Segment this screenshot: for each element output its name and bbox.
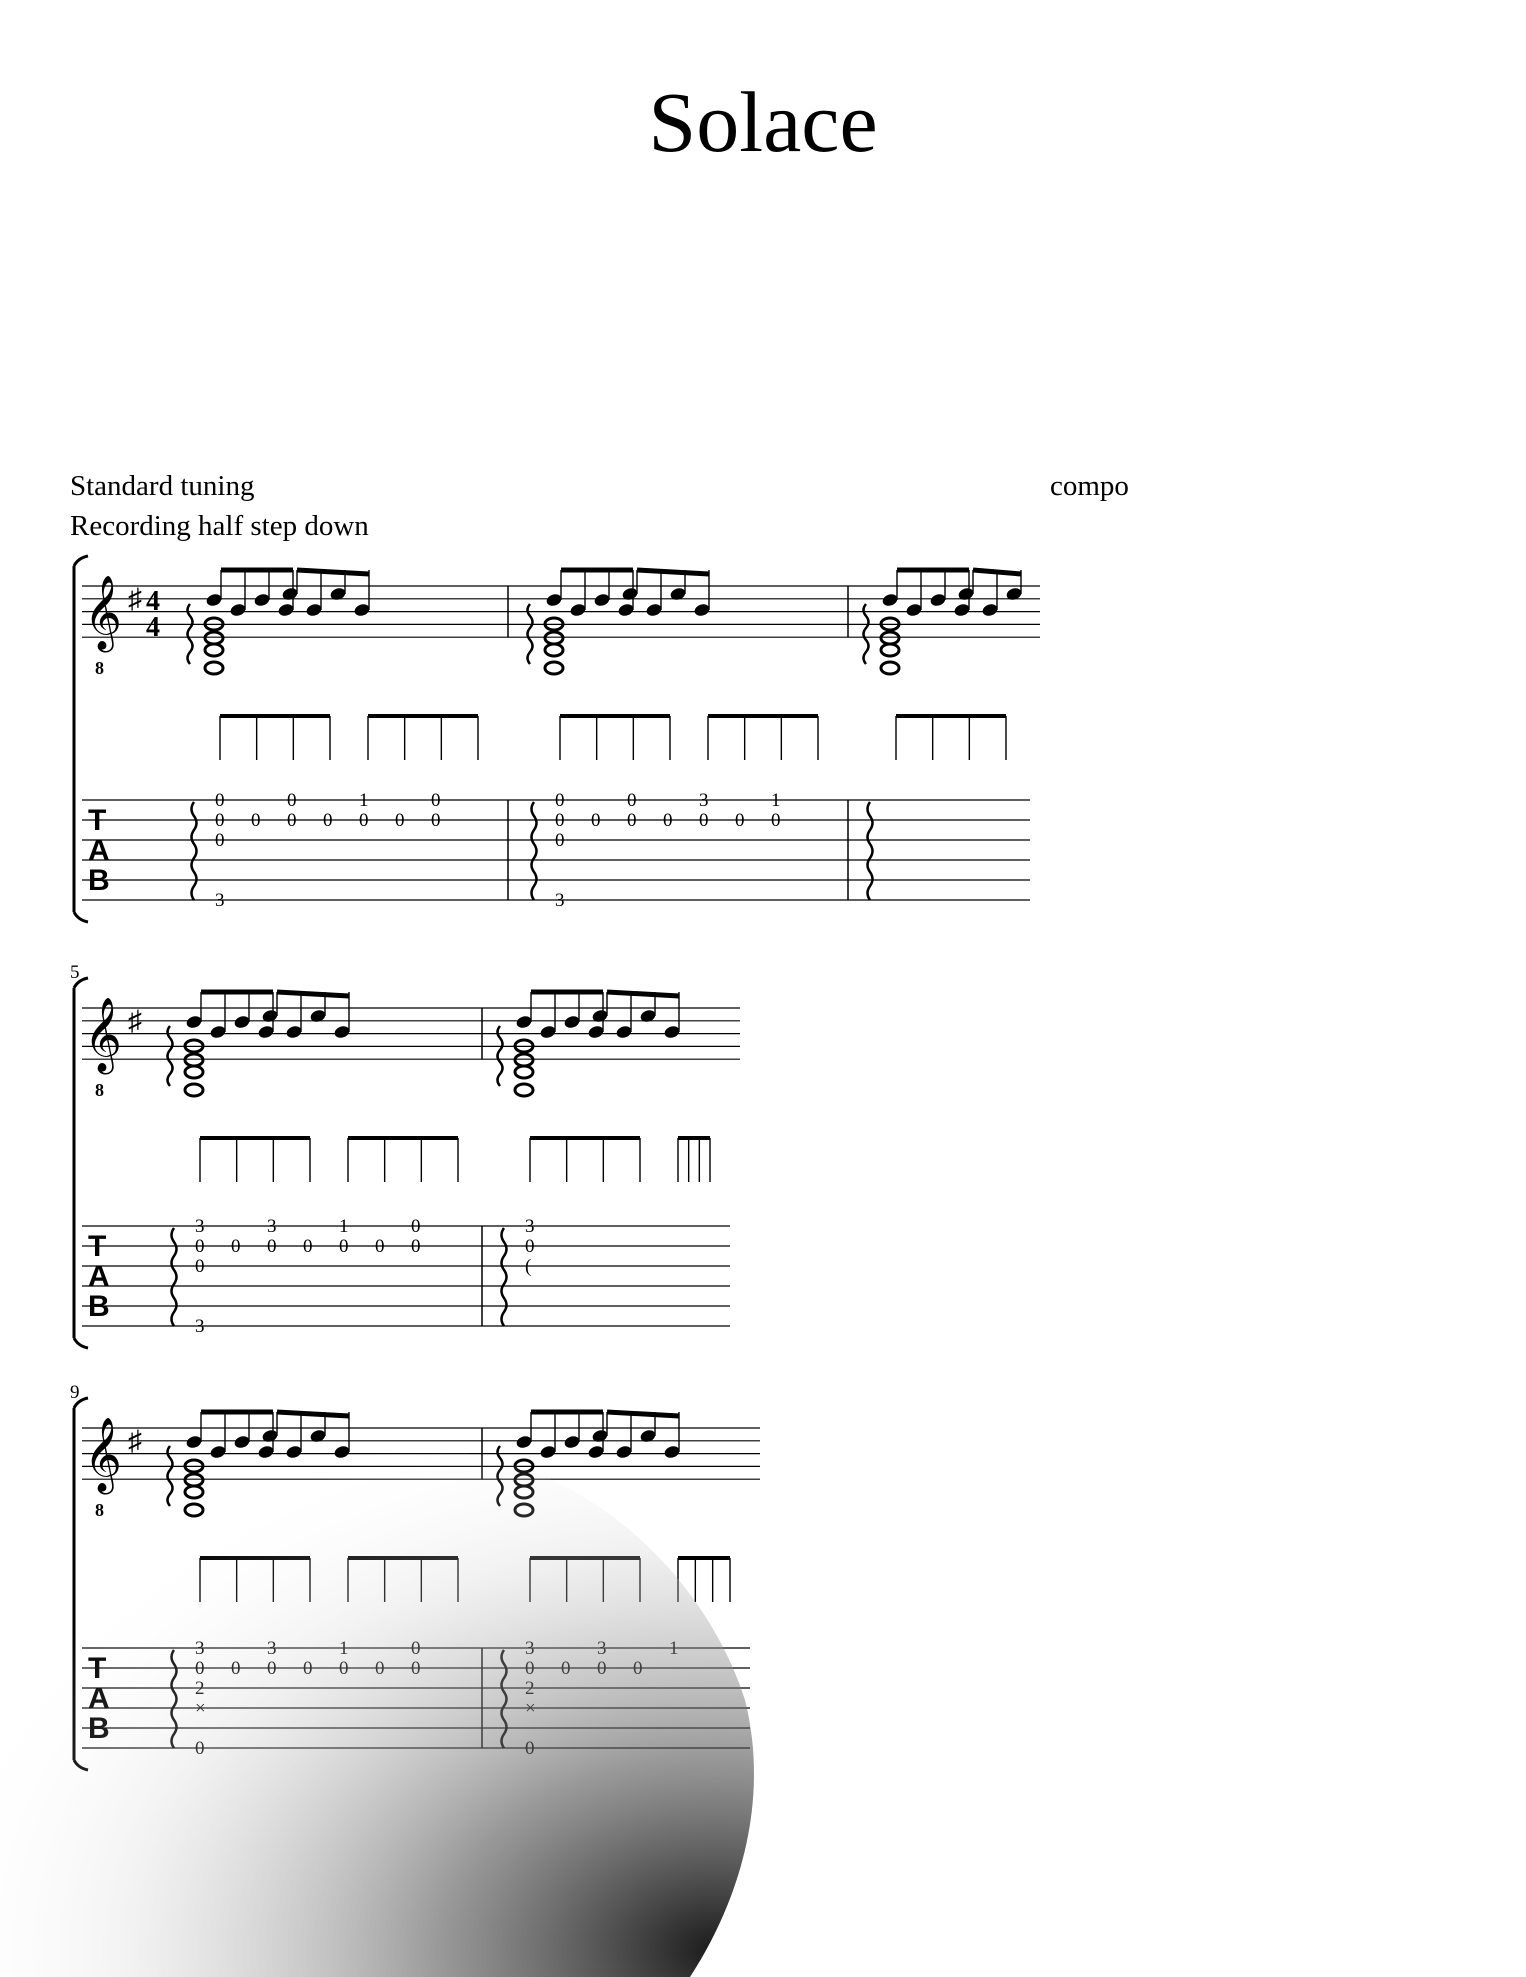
notehead <box>209 1024 227 1039</box>
notehead <box>253 592 271 607</box>
notehead <box>929 592 947 607</box>
shade-overlay <box>0 1449 754 1977</box>
notehead <box>281 586 299 601</box>
notehead <box>569 602 587 617</box>
tab-fret-number: 0 <box>215 790 225 811</box>
notehead <box>563 1434 581 1449</box>
octave-mark: 8 <box>95 1500 104 1520</box>
tab-fret-number: 0 <box>555 810 565 831</box>
chord-notehead <box>185 1066 203 1078</box>
tab-fret-number: 0 <box>395 810 405 831</box>
notehead <box>277 602 295 617</box>
notehead <box>539 1024 557 1039</box>
arpeggio-icon <box>498 1026 503 1086</box>
tab-fret-number: 0 <box>555 830 565 851</box>
notehead <box>639 1428 657 1443</box>
notehead <box>205 592 223 607</box>
notehead <box>185 1014 203 1029</box>
tab-fret-number: 0 <box>375 1236 385 1257</box>
notehead <box>309 1008 327 1023</box>
tab-fret-number: 3 <box>555 890 565 911</box>
notehead <box>587 1024 605 1039</box>
notehead <box>693 602 711 617</box>
tuning-label: Standard tuning <box>70 470 255 502</box>
tab-fret-number: 0 <box>215 810 225 831</box>
page-title: Solace <box>648 74 878 170</box>
notehead <box>539 1444 557 1459</box>
chord-notehead <box>515 1066 533 1078</box>
tab-letter-a: A <box>88 1260 110 1293</box>
notehead <box>285 1444 303 1459</box>
tab-letter-t: T <box>88 804 107 837</box>
notehead <box>285 1024 303 1039</box>
chord-notehead <box>185 1504 203 1516</box>
beam <box>277 1412 349 1416</box>
tab-letter-a: A <box>88 834 110 867</box>
tab-letter-t: T <box>88 1230 107 1263</box>
notehead <box>953 602 971 617</box>
tab-fret-number: 0 <box>411 1236 421 1257</box>
chord-notehead <box>185 1084 203 1096</box>
treble-clef-icon: 𝄞 <box>84 1419 122 1490</box>
notehead <box>593 592 611 607</box>
notehead <box>563 1014 581 1029</box>
measure-number: 5 <box>70 962 80 983</box>
tab-fret-number: ( <box>525 1256 532 1277</box>
treble-clef-icon: 𝄞 <box>84 999 122 1070</box>
tab-letter-b: B <box>88 1290 110 1323</box>
key-signature-sharp: ♯ <box>128 1006 142 1037</box>
tab-fret-number: 0 <box>215 830 225 851</box>
tab-fret-number: 0 <box>411 1216 421 1237</box>
tab-fret-number: 0 <box>627 810 637 831</box>
arpeggio-icon <box>168 1026 173 1086</box>
notehead <box>209 1444 227 1459</box>
arpeggio-icon <box>168 1446 173 1506</box>
arpeggio-icon <box>864 604 869 664</box>
key-signature-sharp: ♯ <box>128 1426 142 1457</box>
chord-notehead <box>205 632 223 644</box>
tab-arpeggio-icon <box>192 802 197 900</box>
beam <box>607 1412 679 1416</box>
chord-notehead <box>515 1084 533 1096</box>
notehead <box>515 1014 533 1029</box>
notehead <box>515 1434 533 1449</box>
notehead <box>669 586 687 601</box>
notehead <box>881 592 899 607</box>
tab-fret-number: 0 <box>663 810 673 831</box>
tab-arpeggio-icon <box>502 1228 507 1326</box>
notehead <box>353 602 371 617</box>
notehead <box>957 586 975 601</box>
chord-notehead <box>881 662 899 674</box>
tab-arpeggio-icon <box>172 1228 177 1326</box>
notehead <box>587 1444 605 1459</box>
tab-fret-number: 1 <box>339 1216 349 1237</box>
beam <box>637 570 709 574</box>
chord-notehead <box>545 632 563 644</box>
tab-fret-number: 0 <box>359 810 369 831</box>
tab-fret-number: 3 <box>215 890 225 911</box>
tab-fret-number: 0 <box>555 790 565 811</box>
tab-fret-number: 0 <box>323 810 333 831</box>
notehead <box>645 602 663 617</box>
chord-notehead <box>881 644 899 656</box>
chord-notehead <box>185 1486 203 1498</box>
octave-mark: 8 <box>95 658 104 678</box>
notehead <box>261 1008 279 1023</box>
chord-notehead <box>205 662 223 674</box>
notehead <box>663 1444 681 1459</box>
notehead <box>329 586 347 601</box>
key-signature-sharp: ♯ <box>128 584 142 615</box>
notehead <box>333 1444 351 1459</box>
tab-fret-number: 1 <box>771 790 781 811</box>
notehead <box>257 1444 275 1459</box>
chord-notehead <box>545 662 563 674</box>
notehead <box>261 1428 279 1443</box>
notehead <box>615 1024 633 1039</box>
notehead <box>233 1434 251 1449</box>
tab-fret-number: 0 <box>627 790 637 811</box>
tab-fret-number: 3 <box>525 1216 535 1237</box>
chord-notehead <box>185 1474 203 1486</box>
composer-label: compo <box>1050 470 1129 502</box>
tab-fret-number: 0 <box>267 1236 277 1257</box>
chord-notehead <box>205 644 223 656</box>
tab-fret-number: 0 <box>195 1256 205 1277</box>
tab-fret-number: 0 <box>231 1236 241 1257</box>
tab-fret-number: 0 <box>735 810 745 831</box>
chord-notehead <box>881 632 899 644</box>
notehead <box>257 1024 275 1039</box>
tab-fret-number: 0 <box>339 1236 349 1257</box>
notehead <box>615 1444 633 1459</box>
notehead <box>905 602 923 617</box>
notehead <box>333 1024 351 1039</box>
tab-fret-number: 1 <box>359 790 369 811</box>
tab-fret-number: 0 <box>591 810 601 831</box>
notehead <box>591 1008 609 1023</box>
chord-notehead <box>185 1054 203 1066</box>
tab-fret-number: 3 <box>267 1216 277 1237</box>
notehead <box>591 1428 609 1443</box>
chord-notehead <box>515 1054 533 1066</box>
treble-clef-icon: 𝄞 <box>84 577 122 648</box>
tab-fret-number: 3 <box>699 790 709 811</box>
octave-mark: 8 <box>95 1080 104 1100</box>
tab-fret-number: 0 <box>525 1236 535 1257</box>
arpeggio-icon <box>188 604 193 664</box>
time-signature-bottom: 4 <box>146 612 160 643</box>
arpeggio-icon <box>528 604 533 664</box>
notehead <box>1005 586 1023 601</box>
tab-fret-number: 0 <box>287 790 297 811</box>
measure-number: 9 <box>70 1382 80 1403</box>
notehead <box>663 1024 681 1039</box>
tab-fret-number: 0 <box>431 810 441 831</box>
tab-fret-number: 0 <box>251 810 261 831</box>
tab-fret-number: 3 <box>195 1216 205 1237</box>
beam <box>297 570 369 574</box>
notehead <box>981 602 999 617</box>
notehead <box>639 1008 657 1023</box>
notehead <box>545 592 563 607</box>
tab-arpeggio-icon <box>532 802 537 900</box>
beam <box>607 992 679 996</box>
tab-fret-number: 0 <box>195 1236 205 1257</box>
beam <box>277 992 349 996</box>
tab-fret-number: 0 <box>699 810 709 831</box>
notehead <box>309 1428 327 1443</box>
notehead <box>305 602 323 617</box>
notehead <box>621 586 639 601</box>
tab-arpeggio-icon <box>868 802 873 900</box>
notehead <box>233 1014 251 1029</box>
notehead <box>617 602 635 617</box>
time-signature-top: 4 <box>146 586 160 617</box>
tab-fret-number: 0 <box>287 810 297 831</box>
notehead <box>229 602 247 617</box>
tab-fret-number: 0 <box>431 790 441 811</box>
recording-note: Recording half step down <box>70 510 369 542</box>
tab-fret-number: 0 <box>771 810 781 831</box>
tab-fret-number: 3 <box>195 1316 205 1337</box>
notehead <box>185 1434 203 1449</box>
chord-notehead <box>545 644 563 656</box>
tab-letter-b: B <box>88 864 110 897</box>
tab-fret-number: 0 <box>303 1236 313 1257</box>
